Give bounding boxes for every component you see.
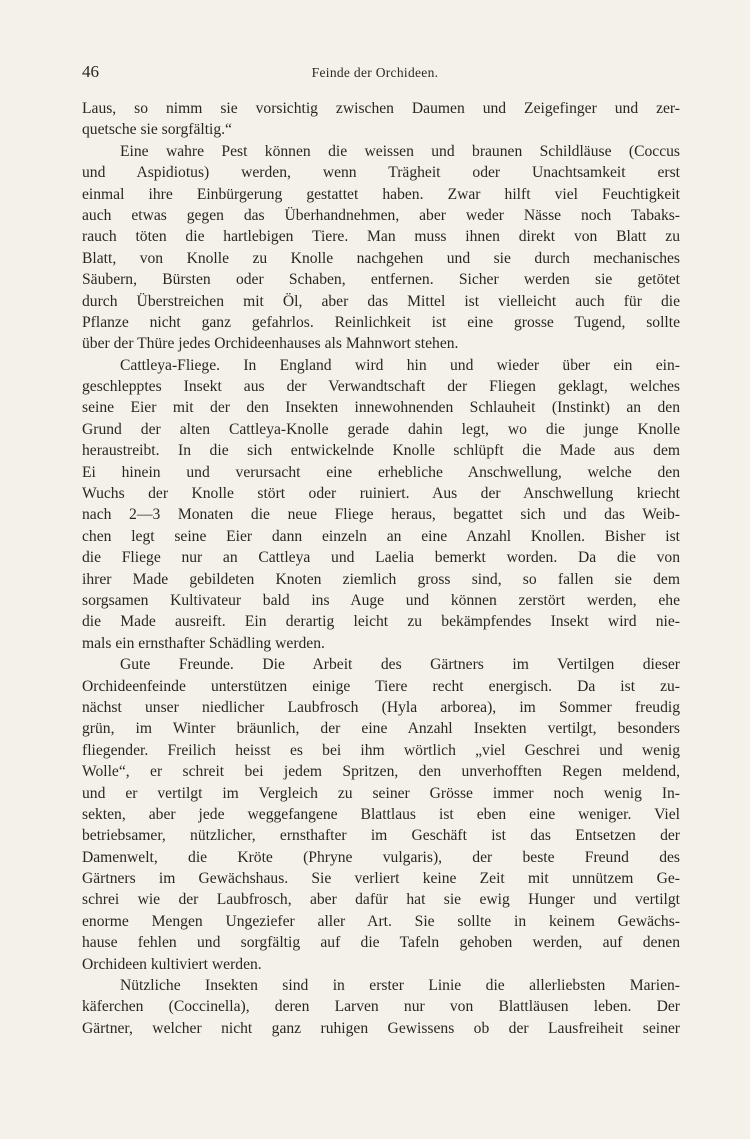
text-line: quetsche sie sorgfältig.“ (82, 121, 232, 139)
text-line: Orchideen kultiviert werden. (82, 955, 262, 973)
text-line: Wuchs der Knolle stört oder ruiniert. Aus der Anschwellung kriecht (82, 485, 680, 503)
text-line: nach 2—3 Monaten die neue Fliege heraus, begattet sich und das Weib- (82, 506, 680, 524)
text-line: Wolle“, er schreit bei jedem Spritzen, den unverhofften Regen meldend, (82, 763, 680, 781)
text-line: nächst unser niedlicher Laubfrosch (Hyla arborea), im Sommer freudig (82, 698, 680, 716)
text-line: einmal ihre Einbürgerung gestattet haben. Zwar hilft viel Feuchtigkeit (82, 185, 680, 203)
text-line: mals ein ernsthafter Schädling werden. (82, 634, 325, 652)
text-line: betriebsamer, nützlicher, ernsthafter im Geschäft ist das Entsetzen der (82, 827, 680, 845)
text-line: auch etwas gegen das Überhandnehmen, aber weder Nässe noch Tabaks- (82, 206, 680, 224)
text-line: chen legt seine Eier dann einzeln an eine Anzahl Knollen. Bisher ist (82, 527, 680, 545)
text-line: grün, im Winter bräunlich, der eine Anzahl Insekten vertilgt, besonders (82, 720, 680, 738)
text-line: und er vertilgt im Vergleich zu seiner Grösse immer noch wenig In- (82, 784, 680, 802)
text-line: sorgsamen Kultivateur bald ins Auge und können zerstört werden, ehe (82, 591, 680, 609)
text-line: seine Eier mit der den Insekten innewohnenden Schlauheit (Instinkt) an den (82, 399, 680, 417)
text-line: über der Thüre jedes Orchideenhauses als Mahnwort stehen. (82, 335, 459, 353)
text-line: Laus, so nimm sie vorsichtig zwischen Daumen und Zeigefinger und zer- (82, 100, 680, 117)
text-line: Säubern, Bürsten oder Schaben, entfernen. Sicher werden sie getötet (82, 271, 680, 289)
text-line: Nützliche Insekten sind in erster Linie die allerliebsten Marien- (120, 977, 680, 995)
text-line: hause fehlen und sorgfältig auf die Tafeln gehoben werden, auf denen (82, 934, 680, 952)
text-line: enorme Mengen Ungeziefer aller Art. Sie sollte in keinem Gewächs- (82, 912, 680, 930)
body-text (82, 98, 680, 1039)
text-line: die Fliege nur an Cattleya und Laelia bemerkt worden. Da die von (82, 549, 680, 567)
text-line: fliegender. Freilich heisst es bei ihm wörtlich „viel Geschrei und wenig (82, 741, 680, 759)
text-line: Eine wahre Pest können die weissen und braunen Schildläuse (Coccus (120, 142, 680, 160)
text-line: Ei hinein und verursacht eine erhebliche Anschwellung, welche den (82, 463, 680, 481)
text-line: Gärtner, welcher nicht ganz ruhigen Gewissens ob der Lausfreiheit seiner (82, 1019, 680, 1037)
text-line: Cattleya-Fliege. In England wird hin und wieder über ein ein- (120, 356, 680, 374)
page-number: 46 (82, 62, 99, 81)
text-line: Gärtners im Gewächshaus. Sie verliert keine Zeit mit unnützem Ge- (82, 870, 680, 888)
text-line: Orchideenfeinde unterstützen einige Tiere recht energisch. Da ist zu- (82, 677, 680, 695)
text-line: rauch töten die hartlebigen Tiere. Man muss ihnen direkt von Blatt zu (82, 228, 680, 246)
text-line: Pflanze nicht ganz gefahrlos. Reinlichkeit ist eine grosse Tugend, sollte (82, 313, 680, 331)
text-line: Damenwelt, die Kröte (Phryne vulgaris), der beste Freund des (82, 848, 680, 866)
text-line: ihrer Made gebildeten Knoten ziemlich gross sind, so fallen sie dem (82, 570, 680, 588)
text-line: sekten, aber jede weggefangene Blattlaus ist eben eine weniger. Viel (82, 805, 680, 823)
text-line: Gute Freunde. Die Arbeit des Gärtners im Vertilgen dieser (120, 656, 680, 674)
text-line: Blatt, von Knolle zu Knolle nachgehen und sie durch mechanisches (82, 249, 680, 267)
text-line: Grund der alten Cattleya-Knolle gerade dahin legt, wo die junge Knolle (82, 420, 680, 438)
text-line: und Aspidiotus) werden, wenn Trägheit oder Unachtsamkeit erst (82, 164, 680, 182)
running-head: Feinde der Orchideen. (311, 65, 439, 80)
text-line: heraustreibt. In die sich entwickelnde Knolle schlüpft die Made aus dem (82, 442, 680, 460)
text-line: durch Überstreichen mit Öl, aber das Mittel ist vielleicht auch für die (82, 292, 680, 310)
text-line: käferchen (Coccinella), deren Larven nur von Blattläusen leben. Der (82, 998, 680, 1016)
text-line: schrei wie der Laubfrosch, aber dafür hat sie ewig Hunger und vertilgt (82, 891, 680, 909)
text-line: geschlepptes Insekt aus der Verwandtschaft der Fliegen geklagt, welches (82, 378, 680, 396)
text-line: die Made ausreift. Ein derartig leicht zu bekämpfendes Insekt wird nie- (82, 613, 680, 631)
